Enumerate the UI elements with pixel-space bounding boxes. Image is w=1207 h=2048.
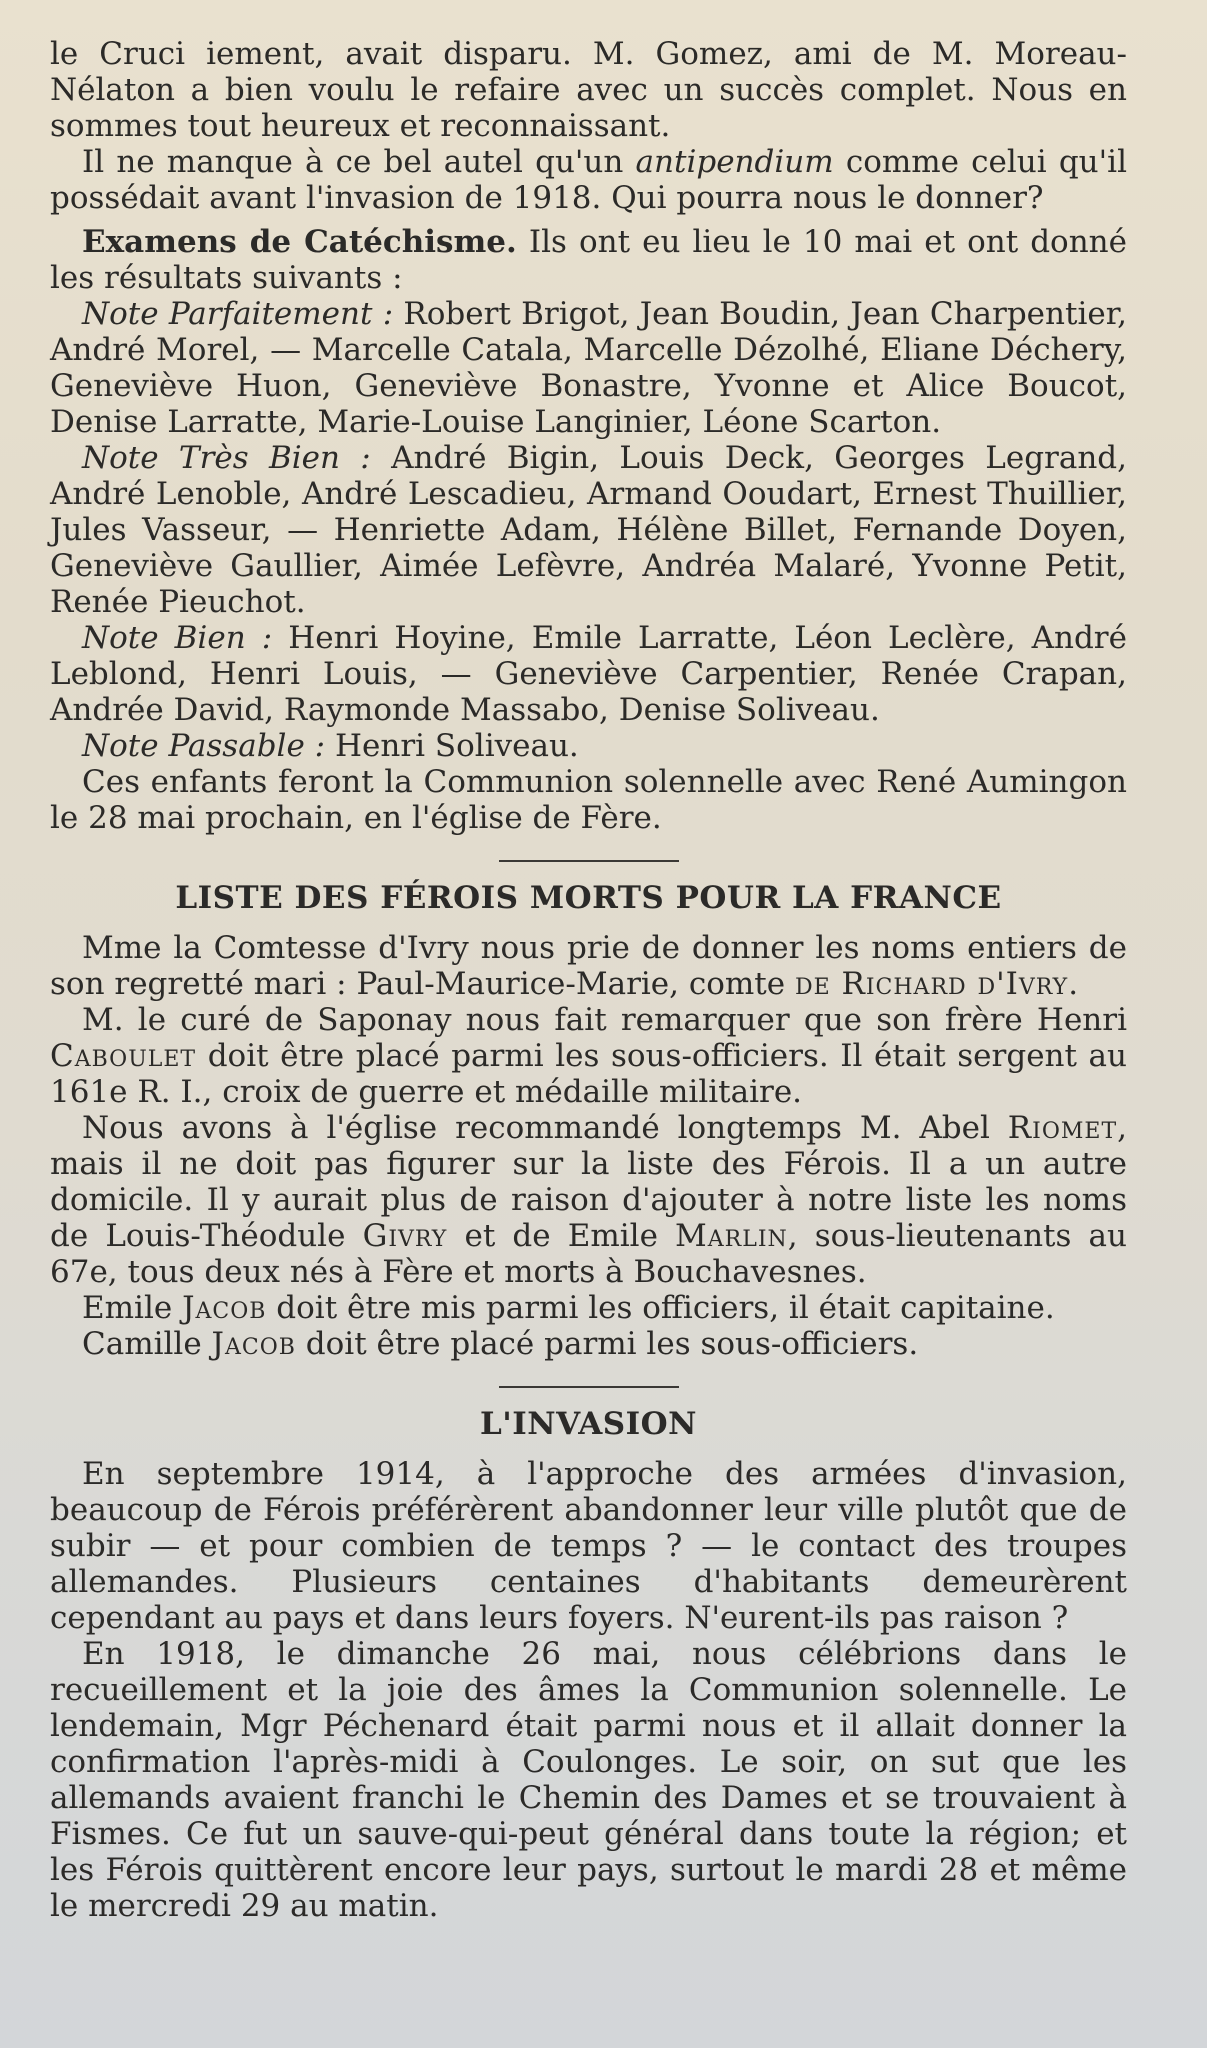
liste-p4-text-b: doit être mis parmi les officiers, il était capitaine. [276, 1290, 1055, 1326]
name-de-richard-divry: de Richard d'Ivry [794, 966, 1069, 1002]
autel-text-a: Il ne manque à ce bel autel qu'un [82, 144, 624, 180]
autel-text-b: comme celui qu'il possédait avant l'invasion de 1918. Qui pourra nous le donner? [50, 144, 1127, 216]
liste-p3-text-c: et de Emile [464, 1218, 658, 1254]
intro-text: le Cruci iement, avait disparu. M. Gomez, ami de M. Moreau-Nélaton a bien voulu le refaire avec un succès complet. Nous en sommes tout heureux et reconnaissant. [50, 36, 1127, 144]
invasion-p2-text: En 1918, le dimanche 26 mai, nous célébrions dans le recueillement et la joie des âmes la Communion solennelle. Le lendemain, Mgr Péchenard était parmi nous et il allait donner la confirmation l'après-midi à Coulonges. Le soir, on sut que les allemands avaient franchi le Chemin des Dames et se trouvaient à Fismes. Ce fut un sauve-qui-peut général dans toute la région; et les Férois quittèrent encore leur pays, surtout le mardi 28 et même le mercredi 29 au matin. [50, 1636, 1127, 1924]
liste-p1-end: . [1068, 966, 1079, 1002]
liste-paragraph-camille-jacob [50, 1326, 1127, 1362]
liste-p3-text-b: , mais il ne doit pas figurer sur la liste des Férois. Il a un autre domicile. Il y aurait plus de raison d'ajouter à notre liste les noms de Louis-Théodule [50, 1110, 1127, 1254]
liste-p3-text-d: , sous-lieutenants au 67e, tous deux nés à Fère et morts à Bouchavesnes. [50, 1218, 1127, 1290]
grade-label: Note Passable : [82, 728, 326, 764]
liste-paragraph-ivry [50, 930, 1127, 1002]
intro-paragraph [50, 36, 1127, 144]
invasion-paragraph-1914 [50, 1456, 1127, 1636]
name-givry: Givry [362, 1218, 448, 1254]
examens-closing-text: Ces enfants feront la Communion solennelle avec René Aumingon le 28 mai prochain, en l'église de Fère. [50, 764, 1127, 836]
grade-passable [50, 728, 1127, 764]
liste-p5-text-a: Camille [82, 1326, 202, 1362]
grade-names: André Bigin, Louis Deck, Georges Legrand, André Lenoble, André Lescadieu, Armand Ooudart, Ernest Thuillier, Jules Vasseur, — Henriette Adam, Hélène Billet, Fernande Doyen, Geneviève Gaullier, Aimée Lefèvre, Andréa Malaré, Yvonne Petit, Renée Pieuchot. [50, 440, 1128, 620]
grade-names: Henri Hoyine, Emile Larratte, Léon Leclère, André Leblond, Henri Louis, — Geneviève Carpentier, Renée Crapan, Andrée David, Raymonde Massabo, Denise Soliveau. [50, 620, 1127, 728]
examens-lead: Ils ont eu lieu le 10 mai et ont donné les résultats suivants : [50, 224, 1127, 296]
liste-p4-text-a: Emile [82, 1290, 173, 1326]
name-jacob: Jacob [211, 1326, 296, 1362]
invasion-paragraph-1918 [50, 1636, 1127, 1924]
examens-lead-paragraph [50, 224, 1127, 296]
invasion-heading: L'INVASION [479, 1406, 698, 1442]
grade-label: Note Très Bien : [82, 440, 371, 476]
liste-paragraph-caboulet [50, 1002, 1127, 1110]
invasion-p1-text: En septembre 1914, à l'approche des armées d'invasion, beaucoup de Férois préférèrent abandonner leur ville plutôt que de subir — et pour combien de temps ? — le contact des troupes allemandes. Plusieurs centaines d'habitants demeurèrent cependant au pays et dans leurs foyers. N'eurent-ils pas raison ? [50, 1456, 1127, 1636]
examens-closing [50, 764, 1127, 836]
name-riomet: Riomet [1007, 1110, 1118, 1146]
name-marlin: Marlin [675, 1218, 788, 1254]
autel-paragraph [50, 144, 1127, 216]
grade-names: Robert Brigot, Jean Boudin, Jean Charpentier, André Morel, — Marcelle Catala, Marcelle Dézolhé, Eliane Déchery, Geneviève Huon, Geneviève Bonastre, Yvonne et Alice Boucot, Denise Larratte, Marie-Louise Langinier, Léone Scarton. [50, 296, 1127, 440]
section-divider [499, 1386, 679, 1388]
name-jacob: Jacob [182, 1290, 267, 1326]
page-body [50, 36, 1127, 1924]
antipendium-term: antipendium [635, 144, 834, 180]
grade-label: Note Parfaitement : [82, 296, 394, 332]
grade-parfaitement [50, 296, 1127, 440]
grade-label: Note Bien : [82, 620, 273, 656]
grade-names: Henri Soliveau. [334, 728, 579, 764]
liste-p2-text-b: doit être placé parmi les sous-officiers. Il était sergent au 161e R. I., croix de guerre et médaille militaire. [50, 1038, 1127, 1110]
liste-p2-text-a: M. le curé de Saponay nous fait remarquer que son frère Henri [82, 1002, 1127, 1038]
liste-p5-text-b: doit être placé parmi les sous-officiers. [305, 1326, 919, 1362]
liste-heading: LISTE DES FÉROIS MORTS POUR LA FRANCE [175, 880, 1002, 916]
liste-p3-text-a: Nous avons à l'église recommandé longtemps M. Abel [82, 1110, 990, 1146]
examens-title: Examens de Catéchisme. [82, 224, 517, 260]
liste-paragraph-emile-jacob [50, 1290, 1127, 1326]
section-divider [499, 860, 679, 862]
liste-p1-text: Mme la Comtesse d'Ivry nous prie de donner les noms entiers de son regretté mari : Paul-Maurice-Marie, comte [50, 930, 1127, 1002]
grade-tres-bien [50, 440, 1127, 620]
liste-paragraph-riomet [50, 1110, 1127, 1290]
name-caboulet: Caboulet [50, 1038, 197, 1074]
grade-bien [50, 620, 1127, 728]
